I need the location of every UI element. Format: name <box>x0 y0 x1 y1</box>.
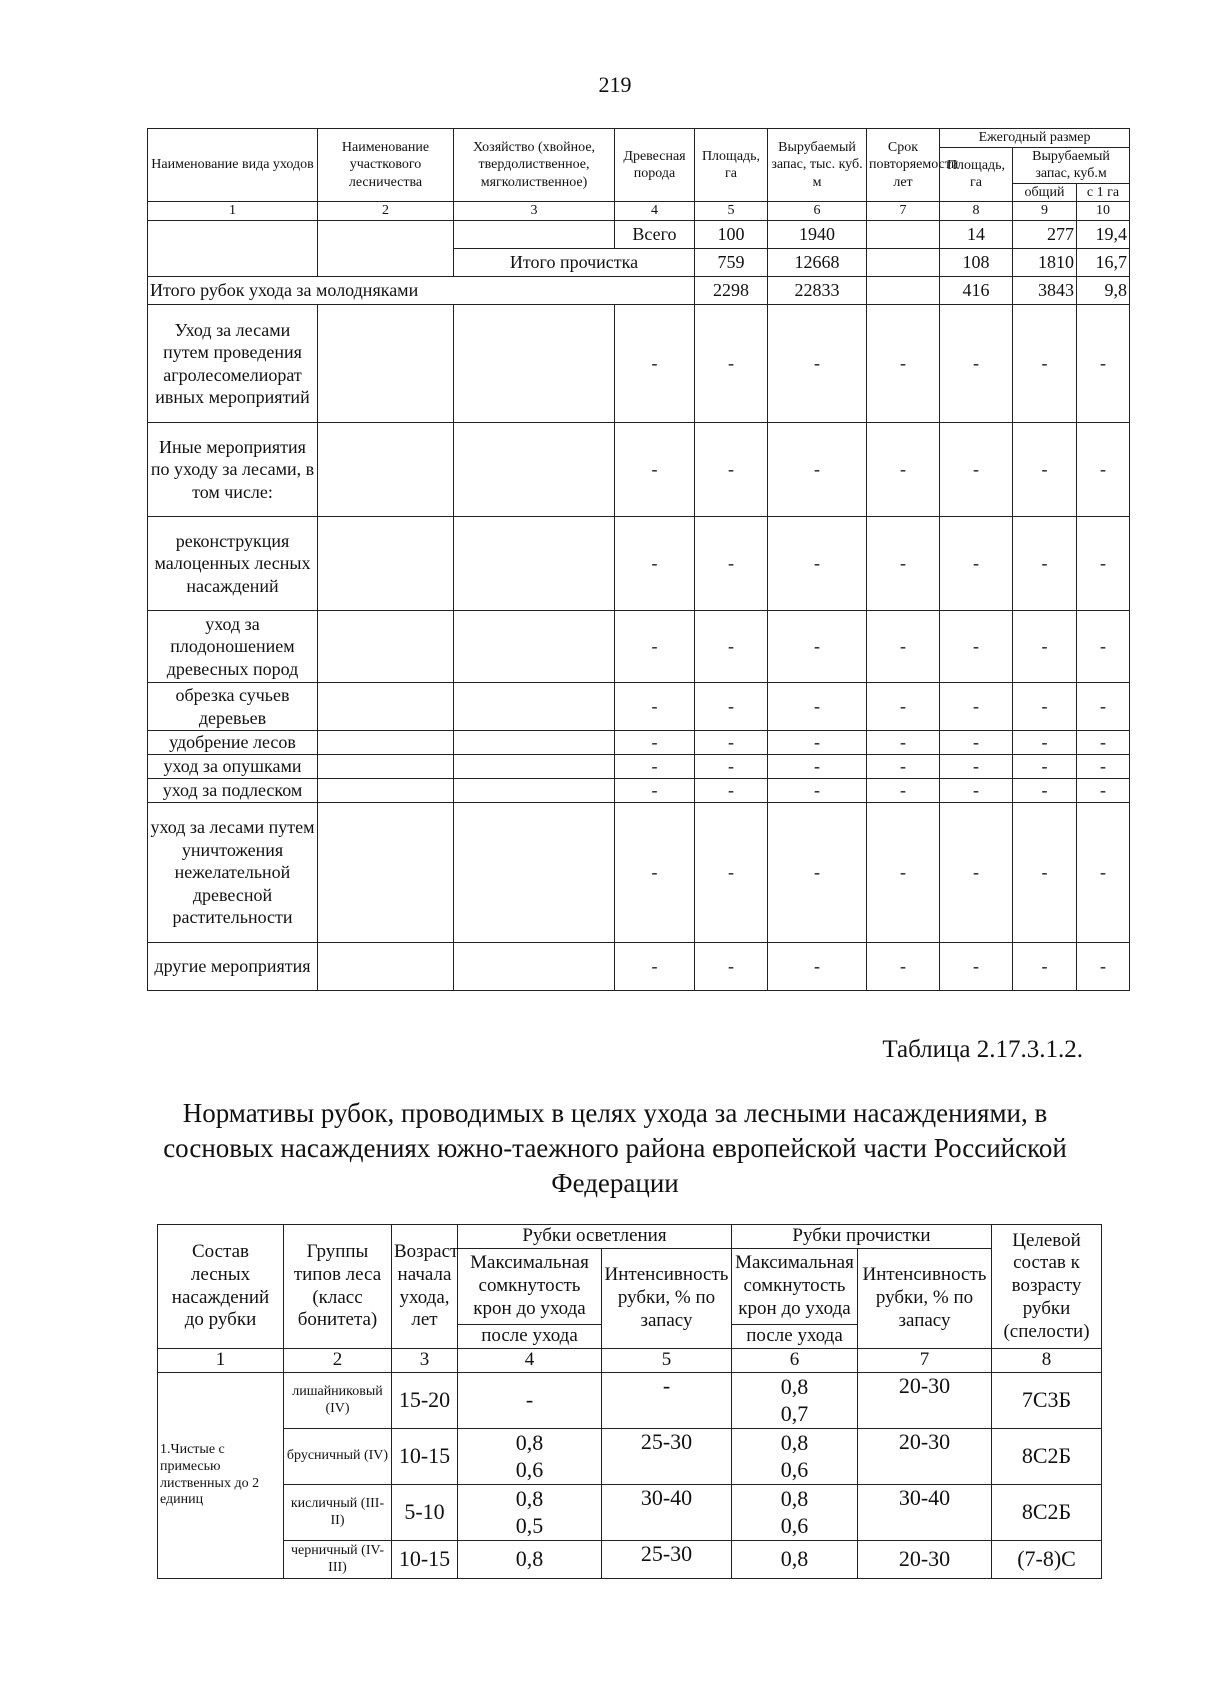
cleaning-density <box>732 1541 858 1579</box>
col-number: 6 <box>768 202 867 221</box>
forest-type: кисличный (III-II) <box>284 1485 392 1541</box>
value-cell: - <box>615 755 695 779</box>
value-cell: - <box>768 517 867 611</box>
header-area: Площадь, га <box>695 129 768 202</box>
start-age: 15-20 <box>392 1373 458 1429</box>
empty-cell <box>454 517 615 611</box>
value-cell: - <box>867 611 940 683</box>
density-value: 0,8 <box>780 1486 809 1512</box>
cleaning-intensity: 20-30 <box>858 1541 992 1579</box>
header-clearing: Рубки осветления <box>458 1225 732 1249</box>
value-cell: - <box>615 943 695 991</box>
summary-annual-total: 3843 <box>1013 277 1077 305</box>
density-value: 0,8 <box>515 1430 544 1456</box>
value-cell: - <box>768 683 867 731</box>
value-cell: - <box>1013 423 1077 517</box>
summary-volume: 22833 <box>768 277 867 305</box>
value-cell: - <box>1013 305 1077 423</box>
value-cell: - <box>867 305 940 423</box>
header-annual-area: Площадь, га <box>940 147 1013 202</box>
table-row <box>148 731 1130 755</box>
value-cell: - <box>695 779 768 803</box>
cleaning-density <box>732 1373 858 1429</box>
value-cell: - <box>940 943 1013 991</box>
table-row <box>148 755 1130 779</box>
empty-cell <box>454 221 615 249</box>
forest-type: лишайниковый (IV) <box>284 1373 392 1429</box>
empty-cell <box>454 803 615 943</box>
value-cell: - <box>867 731 940 755</box>
header-care-type: Наименование вида уходов <box>148 129 318 202</box>
care-type-name: Уход за лесами путем проведения агролесомелиорат ивных мероприятий <box>148 305 318 423</box>
summary-annual-area: 14 <box>940 221 1013 249</box>
value-cell: - <box>867 803 940 943</box>
summary-per-ha: 19,4 <box>1077 221 1130 249</box>
value-cell: - <box>940 731 1013 755</box>
cleaning-density <box>732 1429 858 1485</box>
header-volume-per-ha: с 1 га <box>1077 183 1130 202</box>
summary-volume: 12668 <box>768 249 867 277</box>
header-after: после ухода <box>732 1325 858 1349</box>
table-row <box>148 683 1130 731</box>
col-number: 7 <box>858 1349 992 1373</box>
value-cell: - <box>1077 683 1130 731</box>
col-number: 6 <box>732 1349 858 1373</box>
table-row <box>158 1373 1102 1429</box>
value-cell: - <box>1077 517 1130 611</box>
summary-annual-total: 1810 <box>1013 249 1077 277</box>
value-cell: - <box>867 683 940 731</box>
value-cell: - <box>695 683 768 731</box>
composition-label: 1.Чистые с примесью лиственных до 2 единиц <box>158 1373 284 1579</box>
start-age: 10-15 <box>392 1541 458 1579</box>
care-type-name: уход за плодоношением древесных пород <box>148 611 318 683</box>
header-age: Возраст начала ухода, лет <box>392 1225 458 1349</box>
value-cell: - <box>867 755 940 779</box>
clearing-density <box>458 1485 602 1541</box>
col-number: 4 <box>458 1349 602 1373</box>
col-number: 7 <box>867 202 940 221</box>
value-cell: - <box>1077 611 1130 683</box>
col-number: 5 <box>602 1349 732 1373</box>
value-cell: - <box>1077 423 1130 517</box>
value-cell: - <box>1077 305 1130 423</box>
target-composition: 8С2Б <box>992 1485 1102 1541</box>
value-cell: - <box>695 803 768 943</box>
empty-cell <box>454 755 615 779</box>
col-number: 4 <box>615 202 695 221</box>
value-cell: - <box>940 755 1013 779</box>
value-cell: - <box>695 423 768 517</box>
header-after: после ухода <box>458 1325 602 1349</box>
col-number: 3 <box>454 202 615 221</box>
forest-care-table <box>147 128 1130 991</box>
table-row <box>148 305 1130 423</box>
forest-type: черничный (IV-III) <box>284 1541 392 1579</box>
empty-cell <box>318 731 454 755</box>
summary-label: Итого прочистка <box>454 249 695 277</box>
empty-cell <box>454 611 615 683</box>
summary-label: Итого рубок ухода за молодняками <box>148 277 695 305</box>
value-cell: - <box>1013 755 1077 779</box>
care-type-name: уход за опушками <box>148 755 318 779</box>
density-value: 0,8 <box>780 1430 809 1456</box>
value-cell: - <box>615 683 695 731</box>
value-cell: - <box>1077 803 1130 943</box>
col-number: 8 <box>940 202 1013 221</box>
clearing-intensity: 25-30 <box>602 1429 732 1485</box>
col-number: 2 <box>284 1349 392 1373</box>
value-cell: - <box>867 423 940 517</box>
summary-area: 100 <box>695 221 768 249</box>
header-forest-types: Группы типов леса (класс бонитета) <box>284 1225 392 1349</box>
value-cell: - <box>695 517 768 611</box>
value-cell: - <box>695 305 768 423</box>
clearing-density <box>458 1373 602 1429</box>
density-value: 0,7 <box>780 1400 809 1426</box>
clearing-density <box>458 1541 602 1579</box>
empty-cell <box>318 305 454 423</box>
care-type-name: уход за подлеском <box>148 779 318 803</box>
value-cell: - <box>768 779 867 803</box>
start-age: 5-10 <box>392 1485 458 1541</box>
page-number: 219 <box>598 72 632 97</box>
value-cell: - <box>1013 731 1077 755</box>
density-value: 0,8 <box>780 1374 809 1400</box>
col-number: 2 <box>318 202 454 221</box>
value-cell: - <box>940 803 1013 943</box>
empty-cell <box>867 277 940 305</box>
value-cell: - <box>1013 779 1077 803</box>
density-value: 0,6 <box>780 1456 809 1482</box>
value-cell: - <box>768 755 867 779</box>
value-cell: - <box>940 683 1013 731</box>
value-cell: - <box>940 611 1013 683</box>
empty-cell <box>318 221 454 277</box>
empty-cell <box>454 423 615 517</box>
header-economy: Хозяйство (хвойное, твердолиственное, мягколиственное) <box>454 129 615 202</box>
value-cell: - <box>615 423 695 517</box>
clearing-density <box>458 1429 602 1485</box>
summary-label: Всего <box>615 221 695 249</box>
empty-cell <box>454 779 615 803</box>
value-cell: - <box>768 943 867 991</box>
value-cell: - <box>867 943 940 991</box>
empty-cell <box>318 423 454 517</box>
summary-annual-area: 108 <box>940 249 1013 277</box>
value-cell: - <box>940 305 1013 423</box>
summary-volume: 1940 <box>768 221 867 249</box>
summary-per-ha: 16,7 <box>1077 249 1130 277</box>
empty-cell <box>867 221 940 249</box>
value-cell: - <box>1013 943 1077 991</box>
value-cell: - <box>940 423 1013 517</box>
density-value: - <box>525 1387 534 1413</box>
value-cell: - <box>1013 517 1077 611</box>
care-type-name: удобрение лесов <box>148 731 318 755</box>
value-cell: - <box>867 779 940 803</box>
value-cell: - <box>695 611 768 683</box>
header-intensity: Интенсивность рубки, % по запасу <box>858 1249 992 1349</box>
summary-per-ha: 9,8 <box>1077 277 1130 305</box>
empty-cell <box>454 731 615 755</box>
empty-cell <box>318 779 454 803</box>
value-cell: - <box>768 305 867 423</box>
value-cell: - <box>1077 731 1130 755</box>
care-type-name: обрезка сучьев деревьев <box>148 683 318 731</box>
table-row <box>148 943 1130 991</box>
summary-annual-total: 277 <box>1013 221 1077 249</box>
header-repeat-period: Срок повторяемости лет <box>867 129 940 202</box>
care-type-name: Иные мероприятия по уходу за лесами, в том числе: <box>148 423 318 517</box>
col-number: 1 <box>158 1349 284 1373</box>
summary-annual-area: 416 <box>940 277 1013 305</box>
table-row <box>148 779 1130 803</box>
value-cell: - <box>695 731 768 755</box>
start-age: 10-15 <box>392 1429 458 1485</box>
header-district: Наименование участкового лесничества <box>318 129 454 202</box>
value-cell: - <box>695 943 768 991</box>
table-row <box>148 423 1130 517</box>
target-composition: (7-8)С <box>992 1541 1102 1579</box>
value-cell: - <box>615 611 695 683</box>
header-species: Древесная порода <box>615 129 695 202</box>
table-title: Нормативы рубок, проводимых в целях ухода за лесными насаждениями, в сосновых насаждениях южно-таежного района европейской части Российской Федерации <box>163 1098 1067 1199</box>
table-caption: Таблица 2.17.3.1.2. <box>882 1036 1083 1063</box>
cleaning-intensity: 30-40 <box>858 1485 992 1541</box>
value-cell: - <box>768 423 867 517</box>
density-value: 0,8 <box>780 1546 809 1572</box>
cleaning-intensity: 20-30 <box>858 1373 992 1429</box>
col-number: 8 <box>992 1349 1102 1373</box>
header-composition: Состав лесных насаждений до рубки <box>158 1225 284 1349</box>
cleaning-intensity: 20-30 <box>858 1429 992 1485</box>
header-harvest-volume: Вырубаемый запас, тыс. куб. м <box>768 129 867 202</box>
table-row <box>148 803 1130 943</box>
density-value: 0,8 <box>515 1546 544 1572</box>
header-max-density: Максимальная сомкнутость крон до ухода <box>458 1249 602 1325</box>
col-number: 1 <box>148 202 318 221</box>
target-composition: 7С3Б <box>992 1373 1102 1429</box>
col-number: 9 <box>1013 202 1077 221</box>
value-cell: - <box>1013 611 1077 683</box>
empty-cell <box>454 305 615 423</box>
value-cell: - <box>768 803 867 943</box>
table-row <box>158 1541 1102 1579</box>
clearing-intensity: 25-30 <box>602 1541 732 1579</box>
empty-cell <box>318 517 454 611</box>
table-row <box>148 611 1130 683</box>
table-row <box>148 517 1130 611</box>
header-volume-total: общий <box>1013 183 1077 202</box>
density-value: 0,6 <box>515 1456 544 1482</box>
value-cell: - <box>867 517 940 611</box>
density-value: 0,5 <box>515 1512 544 1538</box>
table-row <box>158 1429 1102 1485</box>
empty-cell <box>148 221 318 277</box>
col-number: 3 <box>392 1349 458 1373</box>
empty-cell <box>318 943 454 991</box>
empty-cell <box>867 249 940 277</box>
density-value: 0,8 <box>515 1486 544 1512</box>
header-cleaning: Рубки прочистки <box>732 1225 992 1249</box>
header-intensity: Интенсивность рубки, % по запасу <box>602 1249 732 1349</box>
care-type-name: другие мероприятия <box>148 943 318 991</box>
summary-area: 2298 <box>695 277 768 305</box>
empty-cell <box>318 611 454 683</box>
value-cell: - <box>940 779 1013 803</box>
value-cell: - <box>768 731 867 755</box>
empty-cell <box>454 943 615 991</box>
density-value: 0,6 <box>780 1512 809 1538</box>
value-cell: - <box>1077 779 1130 803</box>
target-composition: 8С2Б <box>992 1429 1102 1485</box>
empty-cell <box>454 683 615 731</box>
value-cell: - <box>615 803 695 943</box>
col-number: 5 <box>695 202 768 221</box>
value-cell: - <box>1013 803 1077 943</box>
value-cell: - <box>615 517 695 611</box>
summary-area: 759 <box>695 249 768 277</box>
header-annual-volume: Вырубаемый запас, куб.м <box>1013 147 1130 183</box>
cleaning-density <box>732 1485 858 1541</box>
empty-cell <box>318 755 454 779</box>
header-annual-size: Ежегодный размер <box>940 129 1130 148</box>
header-max-density: Максимальная сомкнутость крон до ухода <box>732 1249 858 1325</box>
value-cell: - <box>1077 755 1130 779</box>
clearing-intensity: 30-40 <box>602 1485 732 1541</box>
table-row <box>158 1485 1102 1541</box>
empty-cell <box>318 803 454 943</box>
clearing-intensity: - <box>602 1373 732 1429</box>
value-cell: - <box>940 517 1013 611</box>
value-cell: - <box>695 755 768 779</box>
value-cell: - <box>615 731 695 755</box>
care-type-name: уход за лесами путем уничтожения нежелательной древесной растительности <box>148 803 318 943</box>
value-cell: - <box>615 779 695 803</box>
forest-type: брусничный (IV) <box>284 1429 392 1485</box>
col-number: 10 <box>1077 202 1130 221</box>
norms-table <box>157 1224 1102 1579</box>
value-cell: - <box>768 611 867 683</box>
empty-cell <box>318 683 454 731</box>
header-target: Целевой состав к возрасту рубки (спелости) <box>992 1225 1102 1349</box>
care-type-name: реконструкция малоценных лесных насаждений <box>148 517 318 611</box>
value-cell: - <box>615 305 695 423</box>
value-cell: - <box>1013 683 1077 731</box>
value-cell: - <box>1077 943 1130 991</box>
